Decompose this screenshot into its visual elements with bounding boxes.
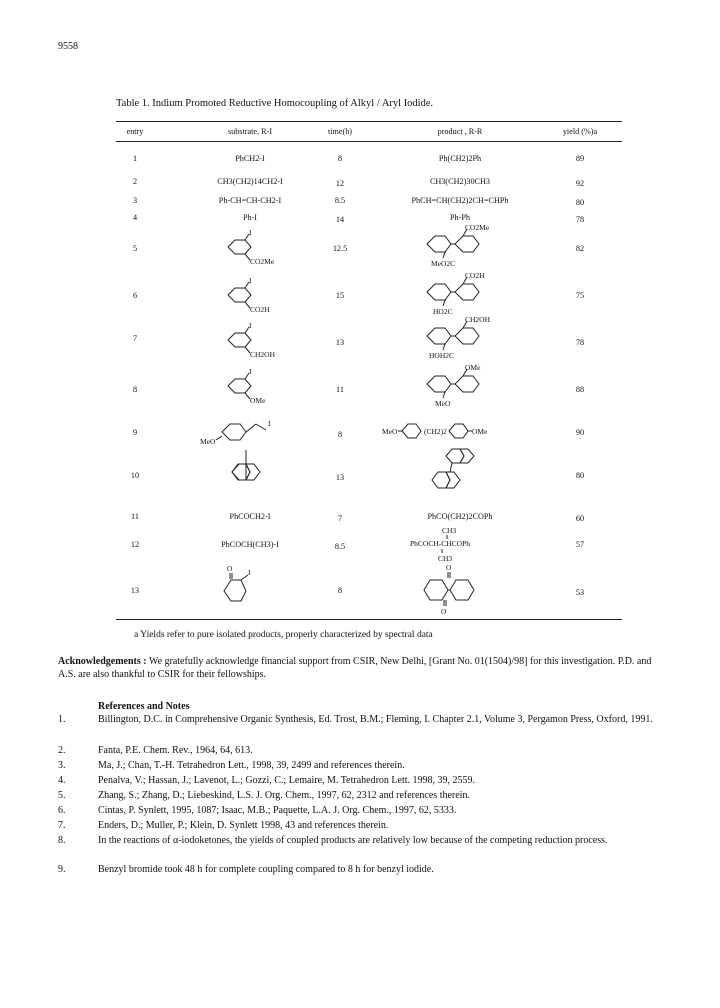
table-header-rule [116, 141, 622, 142]
substrate-cell: PhCOCH2-I [229, 512, 271, 521]
acknowledgements-heading: Acknowledgements : [58, 656, 147, 667]
table-bottom-rule [116, 619, 622, 620]
entry-cell: 7 [132, 334, 138, 343]
yield-cell: 53 [575, 588, 585, 597]
reference-text: Zhang, S.; Zhang, D.; Liebeskind, L.S. J. Org. Chem., 1997, 62, 2312 and references therein. [98, 790, 470, 801]
svg-text:I: I [249, 367, 252, 376]
svg-text:(CH2)2: (CH2)2 [424, 427, 447, 436]
time-cell: 13 [335, 473, 345, 482]
yield-cell: 75 [575, 291, 585, 300]
time-cell: 12 [335, 179, 345, 188]
product-structure [425, 316, 495, 362]
product-structure [382, 418, 542, 442]
entry-cell: 5 [132, 244, 138, 253]
reference-text: Ma, J.; Chan, T.-H. Tetrahedron Lett., 1998, 39, 2499 and references therein. [98, 760, 405, 771]
reference-number: 5. [58, 790, 66, 801]
entry-cell: 2 [132, 177, 138, 186]
svg-text:CO2Me: CO2Me [465, 223, 490, 232]
svg-text:OMe: OMe [250, 396, 266, 405]
reference-text: Billington, D.C. in Comprehensive Organic Synthesis, Ed. Trost, B.M.; Fleming, I. Chapter 2.1, Volume 3, Pergamon Press, Oxford, 1991. [98, 714, 653, 725]
references-heading: References and Notes [98, 701, 190, 712]
substrate-structure [222, 563, 272, 609]
reference-number: 4. [58, 775, 66, 786]
header-product: product , R-R [437, 127, 483, 136]
yield-cell: 92 [575, 179, 585, 188]
reference-number: 8. [58, 835, 66, 846]
page-number: 9558 [58, 41, 78, 52]
table-top-rule [116, 121, 622, 122]
yield-cell: 80 [575, 471, 585, 480]
product-cell: PhCO(CH2)2COPh [427, 512, 493, 521]
yield-cell: 88 [575, 385, 585, 394]
yield-cell: 78 [575, 338, 585, 347]
product-cell: Ph(CH2)2Ph [438, 154, 482, 163]
substrate-structure [200, 414, 280, 448]
svg-text:HO2C: HO2C [433, 307, 453, 316]
acknowledgements [58, 655, 653, 681]
product-structure [428, 446, 488, 502]
svg-text:I: I [248, 568, 251, 577]
product-structure [410, 524, 510, 566]
svg-text:CH2OH: CH2OH [465, 315, 491, 324]
product-cell: Ph-Ph [449, 213, 471, 222]
yield-cell: 57 [575, 540, 585, 549]
header-entry: entry [126, 127, 144, 136]
time-cell: 15 [335, 291, 345, 300]
time-cell: 8 [337, 586, 343, 595]
product-cell: PhCH=CH(CH2)2CH=CHPh [411, 196, 509, 205]
svg-text:OMe: OMe [472, 427, 488, 436]
reference-text: Fanta, P.E. Chem. Rev., 1964, 64, 613. [98, 745, 253, 756]
reference-text: Benzyl bromide took 48 h for complete coupling compared to 8 h for benzyl iodide. [98, 864, 434, 875]
reference-number: 9. [58, 864, 66, 875]
entry-cell: 8 [132, 385, 138, 394]
header-yield: yield (%)a [562, 127, 598, 136]
substrate-structure [222, 275, 282, 315]
yield-cell: 82 [575, 244, 585, 253]
svg-text:I: I [249, 321, 252, 330]
svg-text:O: O [227, 564, 233, 573]
table-footnote: a Yields refer to pure isolated products, properly characterized by spectral data [134, 630, 433, 640]
time-cell: 8 [337, 154, 343, 163]
entry-cell: 12 [130, 540, 140, 549]
time-cell: 11 [336, 385, 344, 394]
yield-cell: 89 [575, 154, 585, 163]
substrate-structure [222, 227, 282, 267]
entry-cell: 4 [132, 213, 138, 222]
substrate-cell: Ph-CH=CH-CH2-I [218, 196, 282, 205]
substrate-cell: CH3(CH2)14CH2-I [217, 177, 283, 186]
reference-text: In the reactions of α-iodoketones, the yields of coupled products are relatively low because of the competing reduction process. [98, 835, 608, 846]
entry-cell: 3 [132, 196, 138, 205]
header-time: time(h) [327, 127, 353, 136]
time-cell: 7 [337, 514, 343, 523]
product-cell: CH3(CH2)30CH3 [429, 177, 491, 186]
yield-cell: 60 [575, 514, 585, 523]
svg-text:PhCOCH-CHCOPh: PhCOCH-CHCOPh [410, 539, 471, 548]
entry-cell: 1 [132, 154, 138, 163]
svg-text:MeO: MeO [382, 427, 398, 436]
svg-text:O: O [441, 607, 447, 616]
substrate-structure [222, 366, 282, 406]
substrate-structure [222, 320, 282, 360]
time-cell: 12.5 [332, 244, 348, 253]
svg-text:MeO: MeO [435, 399, 451, 408]
reference-number: 6. [58, 805, 66, 816]
substrate-cell: PhCOCH(CH3)-I [221, 540, 279, 549]
time-cell: 8 [337, 430, 343, 439]
substrate-structure [230, 448, 280, 496]
entry-cell: 10 [130, 471, 140, 480]
yield-cell: 80 [575, 198, 585, 207]
time-cell: 14 [335, 215, 345, 224]
reference-text: Enders, D.; Muller, P.; Klein, D. Synlett 1998, 43 and references therein. [98, 820, 389, 831]
yield-cell: 78 [575, 215, 585, 224]
product-structure [425, 364, 495, 410]
substrate-cell: PhCH2-I [235, 154, 265, 163]
svg-text:O: O [446, 563, 452, 572]
entry-cell: 9 [132, 428, 138, 437]
svg-text:CH3: CH3 [438, 554, 453, 563]
svg-text:HOH2C: HOH2C [429, 351, 455, 360]
svg-text:CO2H: CO2H [465, 271, 485, 280]
table-caption: Table 1. Indium Promoted Reductive Homocoupling of Alkyl / Aryl Iodide. [116, 98, 434, 109]
reference-number: 1. [58, 714, 66, 725]
entry-cell: 11 [131, 512, 139, 521]
svg-text:I: I [249, 276, 252, 285]
time-cell: 13 [335, 338, 345, 347]
reference-number: 7. [58, 820, 66, 831]
reference-text: Penalva, V.; Hassan, J.; Lavenot, L.; Gozzi, C.; Lemaire, M. Tetrahedron Lett. 1998, 39, 2559. [98, 775, 476, 786]
svg-text:OMe: OMe [465, 363, 481, 372]
acknowledgements-text: We gratefully acknowledge financial support from CSIR, New Delhi, [Grant No. 01(1504)/98] for this investigation. P.D. and A.S. are also thankful to CSIR for their fellowships. [58, 656, 652, 680]
reference-text: Cintas, P. Synlett, 1995, 1087; Isaac, M.B.; Paquette, L.A. J. Org. Chem., 1997, 62, 5333. [98, 805, 457, 816]
reference-number: 3. [58, 760, 66, 771]
product-structure [420, 562, 490, 616]
header-substrate: substrate, R-I [227, 127, 273, 136]
time-cell: 8.5 [334, 542, 346, 551]
svg-text:CO2Me: CO2Me [250, 257, 275, 266]
product-structure [425, 272, 495, 318]
svg-text:CH2OH: CH2OH [250, 350, 276, 359]
svg-text:I: I [268, 419, 271, 428]
substrate-cell: Ph-I [242, 213, 258, 222]
entry-cell: 13 [130, 586, 140, 595]
svg-text:CH3: CH3 [442, 526, 457, 535]
time-cell: 8.5 [334, 196, 346, 205]
yield-cell: 90 [575, 428, 585, 437]
svg-text:MeO2C: MeO2C [431, 259, 456, 268]
entry-cell: 6 [132, 291, 138, 300]
reference-number: 2. [58, 745, 66, 756]
product-structure [425, 224, 495, 270]
svg-text:CO2H: CO2H [250, 305, 270, 314]
svg-text:I: I [249, 228, 252, 237]
svg-text:MeO: MeO [200, 437, 216, 446]
